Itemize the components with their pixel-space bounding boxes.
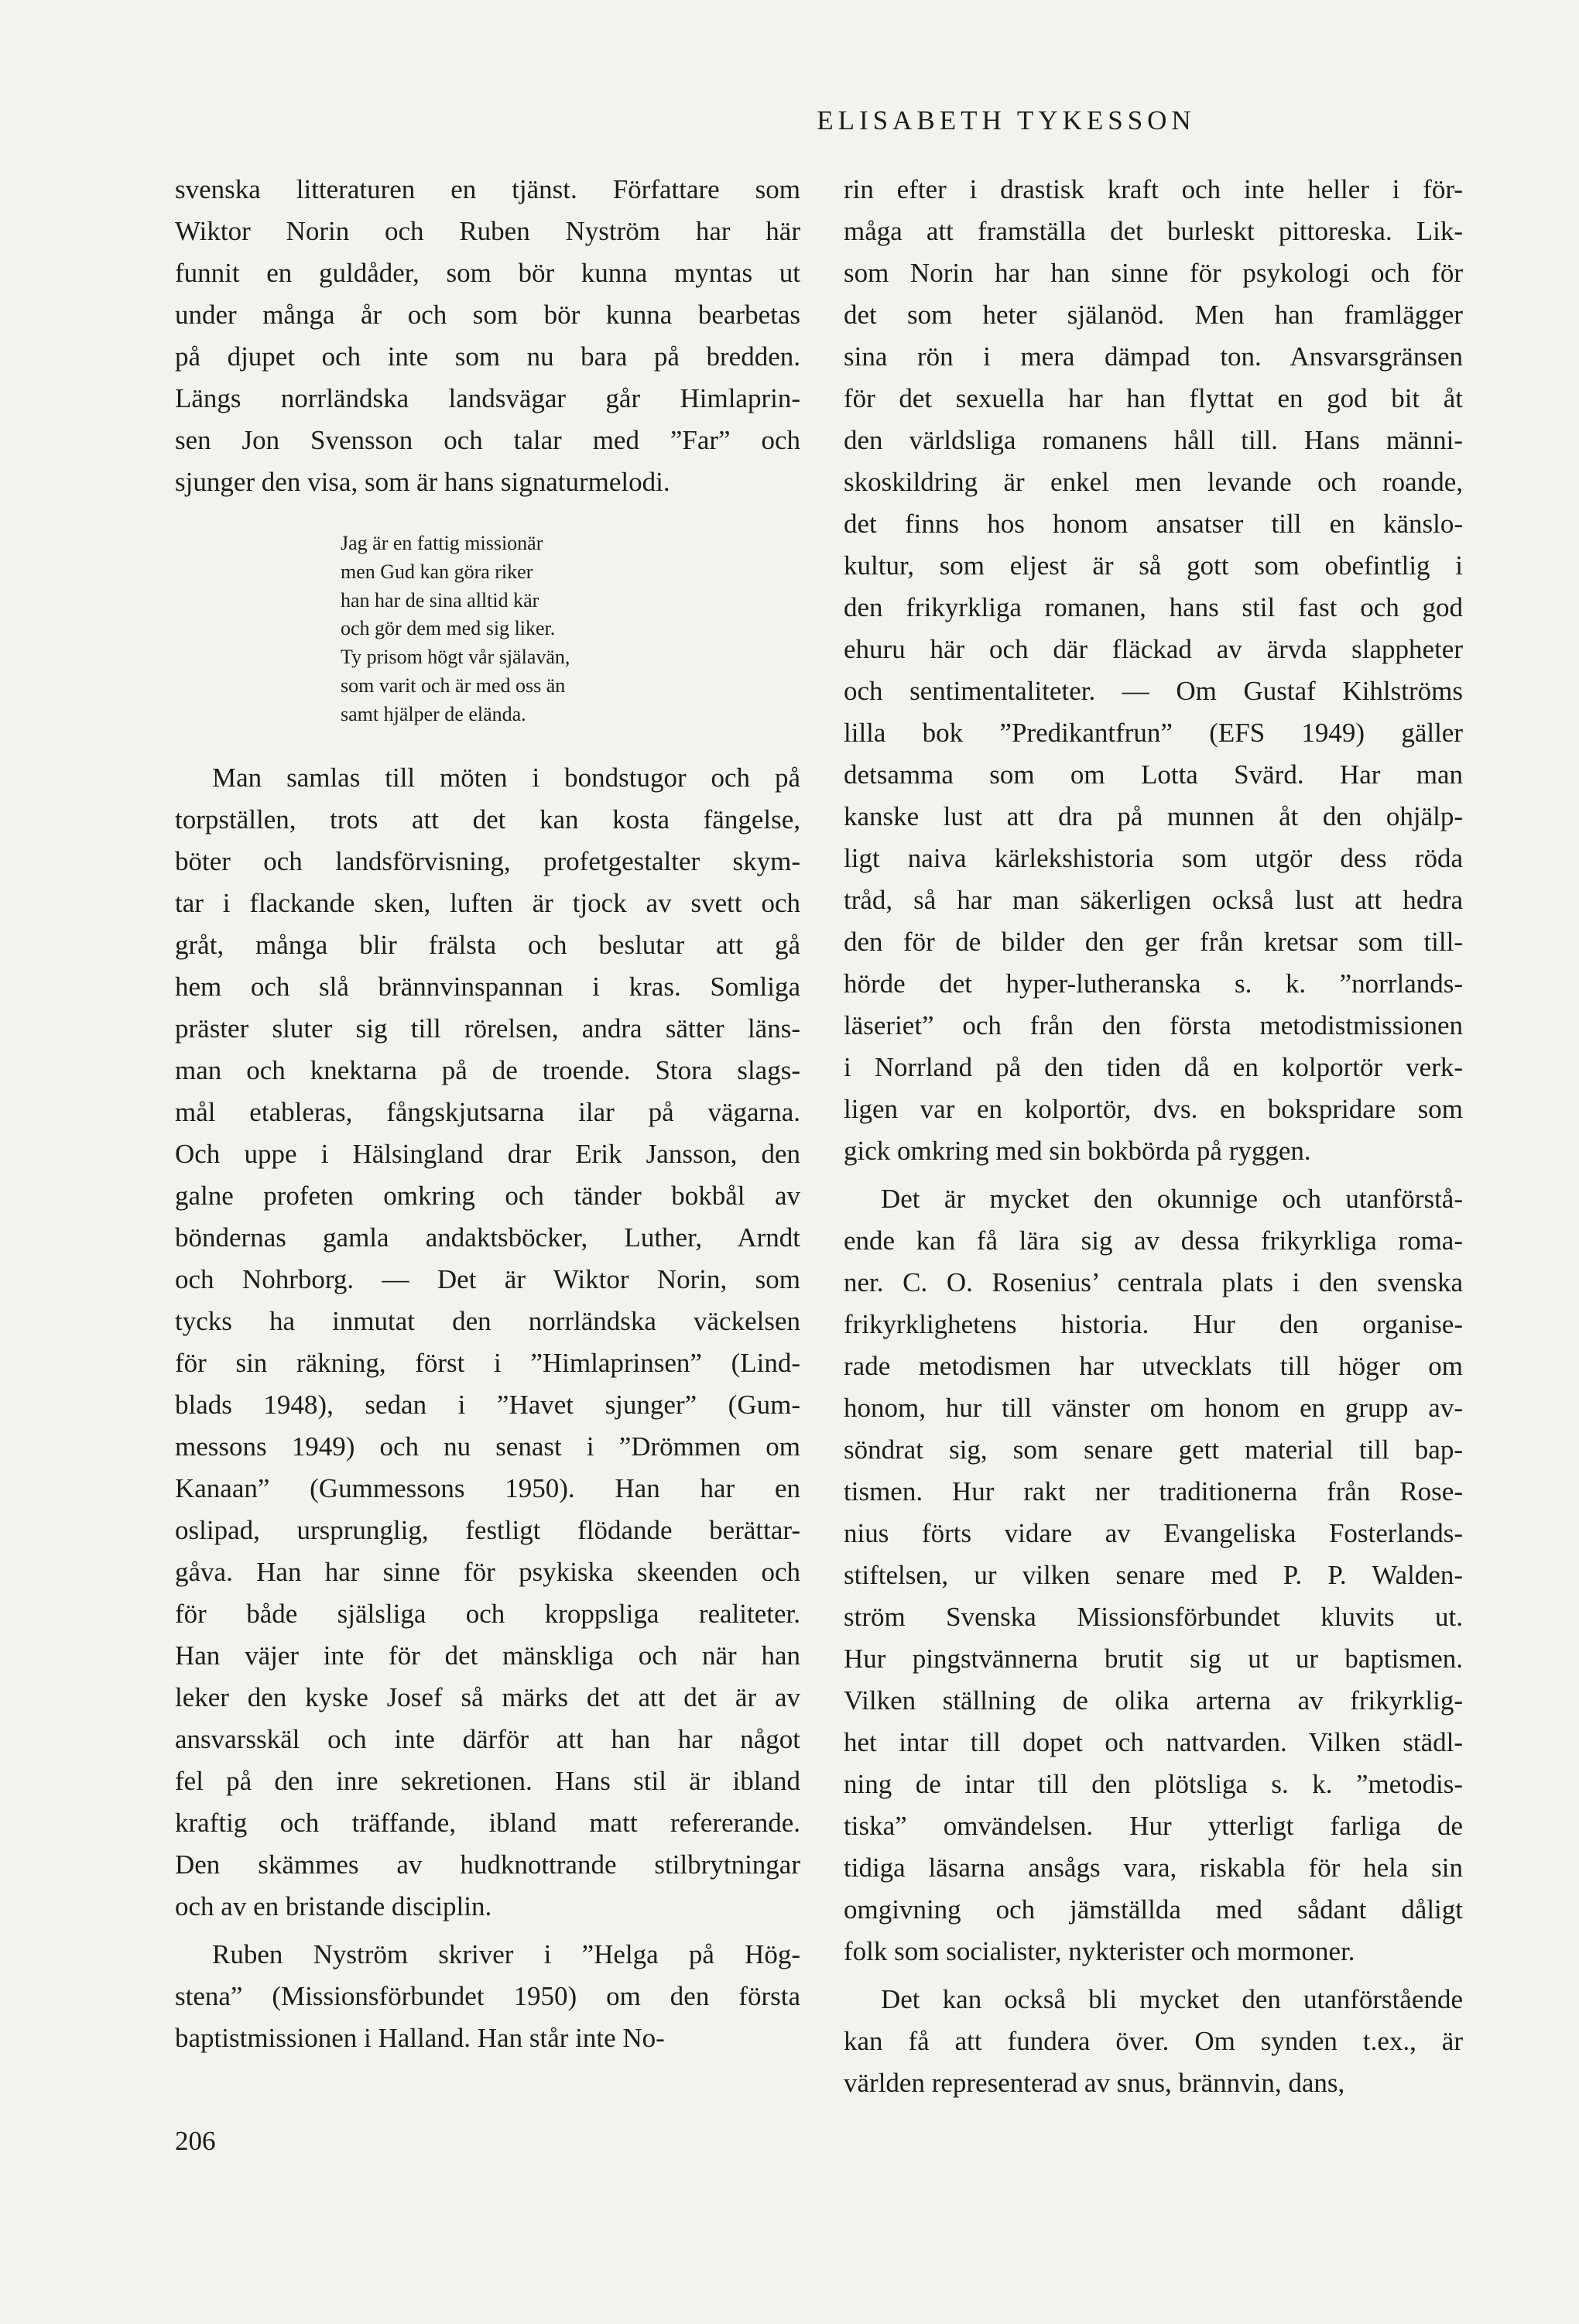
text-line: böter och landsförvisning, profetgestalter skym- — [175, 845, 800, 876]
paragraph — [844, 169, 1463, 1172]
text-line: under många år och som bör kunna bearbetas — [175, 300, 800, 330]
text-line: den för de bilder den ger från kretsar som till- — [844, 927, 1463, 957]
text-line: den världsliga romanens håll till. Hans männi- — [844, 425, 1463, 455]
verse-line: Jag är en fattig missionär — [341, 532, 543, 554]
right-column — [844, 169, 1463, 2104]
text-line: man och knektarna på de troende. Stora slags- — [175, 1054, 800, 1085]
text-line: honom, hur till vänster om honom en grupp av- — [844, 1393, 1463, 1423]
paragraph — [844, 1178, 1463, 1973]
text-line: det finns hos honom ansatser till en känslo- — [844, 509, 1463, 539]
verse-line: Ty prisom högt vår själavän, — [341, 646, 570, 669]
text-line: folk som socialister, nykterister och mormoner. — [844, 1936, 1355, 1966]
text-line: Och uppe i Hälsingland drar Erik Jansson, den — [175, 1138, 800, 1169]
running-head: ELISABETH TYKESSON — [817, 105, 1196, 135]
text-line: tiska” omvändelsen. Hur ytterligt farliga de — [844, 1811, 1463, 1841]
text-line: tar i flackande sken, luften är tjock av svett och — [175, 887, 800, 918]
text-line: Hur pingstvännerna brutit sig ut ur baptismen. — [844, 1644, 1463, 1674]
text-line: gråt, många blir frälsta och beslutar att gå — [175, 929, 800, 960]
text-line: stiftelsen, ur vilken senare med P. P. Walden- — [844, 1560, 1463, 1590]
text-line: läseriet” och från den första metodistmissionen — [844, 1010, 1463, 1040]
text-line: gåva. Han har sinne för psykiska skeenden och — [175, 1556, 800, 1587]
text-line: måga att framställa det burleskt pittoreska. Lik- — [844, 216, 1463, 246]
verse-line: samt hjälper de elända. — [341, 702, 526, 725]
text-line: het intar till dopet och nattvarden. Vilken städl- — [844, 1727, 1463, 1757]
text-line: Kanaan” (Gummessons 1950). Han har en — [175, 1472, 800, 1503]
text-line: stena” (Missionsförbundet 1950) om den första — [175, 1980, 800, 2011]
text-line: kan få att fundera över. Om synden t.ex., är — [844, 2026, 1463, 2056]
text-line: fel på den inre sekretionen. Hans stil är ibland — [175, 1765, 800, 1796]
text-line: leker den kyske Josef så märks det att det är av — [175, 1681, 800, 1712]
text-line: sen Jon Svensson och talar med ”Far” och — [175, 425, 800, 455]
paragraph — [844, 1979, 1463, 2104]
text-line: ligen var en kolportör, dvs. en bokspridare som — [844, 1094, 1463, 1124]
text-line: torpställen, trots att det kan kosta fängelse, — [175, 804, 800, 835]
text-line: det som heter själanöd. Men han framlägger — [844, 300, 1463, 330]
text-line: ansvarsskäl och inte därför att han har något — [175, 1723, 800, 1754]
text-line: ligt naiva kärlekshistoria som utgör dess röda — [844, 843, 1463, 873]
text-line: Wiktor Norin och Ruben Nyström har här — [175, 216, 800, 246]
text-line: galne profeten omkring och tänder bokbål av — [175, 1180, 800, 1211]
text-line: kultur, som eljest är så gott som obefintlig i — [844, 550, 1463, 581]
text-line: Det kan också bli mycket den utanförstående — [881, 1984, 1463, 2014]
text-line: ende kan få lära sig av dessa frikyrkliga roma- — [844, 1225, 1463, 1256]
verse-line: som varit och är med oss än — [341, 674, 566, 697]
text-line: kanske lust att dra på munnen åt den ohjälp- — [844, 801, 1463, 831]
text-line: kraftig och träffande, ibland matt refererande. — [175, 1807, 800, 1838]
text-line: Ruben Nyström skriver i ”Helga på Hög- — [212, 1938, 800, 1969]
text-line: rade metodismen har utvecklats till höger om — [844, 1351, 1463, 1381]
text-line: böndernas gamla andaktsböcker, Luther, Arndt — [175, 1222, 800, 1253]
text-line: tidiga läsarna ansågs vara, riskabla för hela sin — [844, 1853, 1463, 1883]
text-line: gick omkring med sin bokbörda på ryggen. — [844, 1136, 1311, 1166]
text-line: oslipad, ursprunglig, festligt flödande berättar- — [175, 1514, 800, 1545]
text-line: Man samlas till möten i bondstugor och på — [212, 762, 800, 793]
text-line: hörde det hyper-lutheranska s. k. ”norrlands- — [844, 968, 1463, 999]
text-line: som Norin har han sinne för psykologi och för — [844, 258, 1463, 288]
verse-line: han har de sina alltid kär — [341, 588, 539, 612]
text-line: sina rön i mera dämpad ton. Ansvarsgränsen — [844, 341, 1463, 372]
text-line: Han väjer inte för det mänskliga och när han — [175, 1640, 800, 1671]
text-line: tismen. Hur rakt ner traditionerna från Rose- — [844, 1476, 1463, 1506]
text-line: för både själsliga och kroppsliga realiteter. — [175, 1598, 800, 1629]
text-line: hem och slå brännvinspannan i kras. Somliga — [175, 971, 800, 1002]
paragraph — [175, 169, 800, 503]
text-line: tråd, så har man säkerligen också lust att hedra — [844, 885, 1463, 915]
verse-line: och gör dem med sig liker. — [341, 617, 556, 640]
verse-line: men Gud kan göra riker — [341, 560, 533, 583]
text-line: söndrat sig, som senare gett material till bap- — [844, 1435, 1463, 1465]
text-line: ström Svenska Missionsförbundet kluvits ut. — [844, 1602, 1463, 1632]
text-line: ner. C. O. Rosenius’ centrala plats i den svenska — [844, 1267, 1463, 1297]
text-line: detsamma som om Lotta Svärd. Har man — [844, 759, 1463, 790]
text-line: nius förts vidare av Evangeliska Fosterlands- — [844, 1518, 1463, 1548]
text-line: baptistmissionen i Halland. Han står inte No- — [175, 2022, 665, 2053]
text-line: för det sexuella har han flyttat en god bit åt — [844, 383, 1463, 413]
paragraph — [175, 1934, 800, 2059]
text-line: ning de intar till den plötsliga s. k. ”metodis- — [844, 1769, 1463, 1799]
text-line: på djupet och inte som nu bara på bredden. — [175, 341, 800, 372]
text-line: den frikyrkliga romanen, hans stil fast och god — [844, 592, 1463, 622]
text-line: lilla bok ”Predikantfrun” (EFS 1949) gäller — [844, 718, 1463, 748]
text-line: Det är mycket den okunnige och utanförstå- — [881, 1184, 1463, 1214]
text-line: blads 1948), sedan i ”Havet sjunger” (Gum- — [175, 1389, 800, 1420]
text-line: ehuru här och där fläckad av ärvda slappheter — [844, 634, 1463, 664]
text-line: rin efter i drastisk kraft och inte heller i för- — [844, 174, 1463, 204]
text-line: sjunger den visa, som är hans signaturmelodi. — [175, 467, 670, 497]
page-number: 206 — [175, 2126, 216, 2156]
text-line: världen representerad av snus, brännvin, dans, — [844, 2068, 1345, 2098]
text-line: messons 1949) och nu senast i ”Drömmen om — [175, 1431, 800, 1462]
text-line: i Norrland på den tiden då en kolportör verk- — [844, 1052, 1463, 1082]
text-line: funnit en guldåder, som bör kunna myntas ut — [175, 258, 800, 288]
text-line: för sin räkning, först i ”Himlaprinsen” (Lind- — [175, 1347, 800, 1378]
text-line: frikyrklighetens historia. Hur den organise- — [844, 1309, 1463, 1339]
paragraph — [175, 757, 800, 1928]
text-line: Den skämmes av hudknottrande stilbrytningar — [175, 1849, 800, 1880]
text-line: präster sluter sig till rörelsen, andra sätter läns- — [175, 1013, 800, 1044]
text-line: svenska litteraturen en tjänst. Författare som — [175, 174, 800, 204]
text-line: omgivning och jämställda med sådant dåligt — [844, 1894, 1463, 1925]
text-line: och Nohrborg. — Det är Wiktor Norin, som — [175, 1263, 800, 1294]
left-column — [175, 169, 800, 2059]
text-line: och av en bristande disciplin. — [175, 1890, 492, 1921]
text-line: skoskildring är enkel men levande och roande, — [844, 467, 1463, 497]
text-line: Vilken ställning de olika arterna av frikyrklig- — [844, 1685, 1463, 1716]
text-line: Längs norrländska landsvägar går Himlaprin- — [175, 383, 800, 413]
text-line: och sentimentaliteter. — Om Gustaf Kihlströms — [844, 676, 1463, 706]
text-line: tycks ha inmutat den norrländska väckelsen — [175, 1305, 800, 1336]
verse-quote — [341, 530, 800, 729]
text-line: mål etableras, fångskjutsarna ilar på vägarna. — [175, 1096, 800, 1127]
